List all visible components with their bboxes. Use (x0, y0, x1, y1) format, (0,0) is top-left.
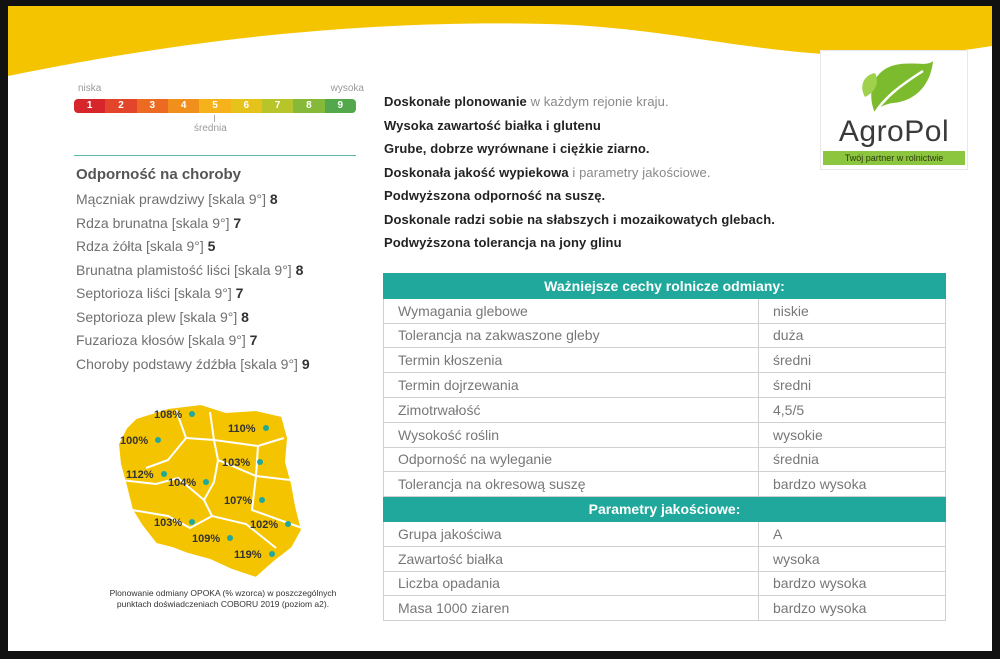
table-row (384, 596, 946, 621)
resistance-item (76, 285, 310, 309)
trait-value: 4,5/5 (759, 397, 946, 422)
feature-bold: Doskonałe plonowanie (384, 94, 527, 109)
scale-step: 7 (262, 99, 293, 113)
trait-value: średnia (759, 447, 946, 472)
resistance-value: 8 (295, 261, 304, 278)
resistance-value: 7 (233, 214, 242, 231)
rating-scale (74, 82, 364, 142)
trait-value: bardzo wysoka (759, 472, 946, 497)
table-row (384, 472, 946, 497)
map-region-yield: 108% (154, 409, 183, 421)
feature-bold: Wysoka zawartość białka i glutenu (384, 117, 601, 133)
map-trial-point (189, 411, 195, 417)
table-row (384, 521, 946, 546)
feature-item (384, 118, 775, 142)
map-trial-point (285, 521, 291, 527)
trait-name: Wymagania glebowe (384, 298, 759, 323)
table-row (384, 546, 946, 571)
table-section-title: Ważniejsze cechy rolnicze odmiany: (384, 274, 946, 299)
resistance-value: 8 (241, 308, 249, 325)
trait-name: Zimotrwałość (384, 397, 759, 422)
feature-item (384, 235, 775, 259)
resistance-label: Brunatna plamistość liści [skala 9°] (76, 261, 296, 278)
map-trial-point (257, 459, 263, 465)
table-row (384, 571, 946, 596)
trait-value: średni (759, 373, 946, 398)
feature-light: w każdym rejonie kraju. (526, 94, 669, 109)
resistance-item (76, 215, 310, 239)
scale-mid-tick (214, 115, 215, 122)
feature-bold: Podwyższona odporność na suszę. (384, 188, 606, 203)
feature-item (384, 94, 775, 118)
trait-value: wysokie (759, 422, 946, 447)
table-row (384, 447, 946, 472)
scale-step: 9 (325, 99, 356, 113)
feature-item (384, 141, 775, 165)
table-section-title: Parametry jakościowe: (384, 497, 946, 522)
resistance-value: 9 (301, 355, 310, 372)
map-trial-point (161, 471, 167, 477)
trait-name: Termin dojrzewania (384, 373, 759, 398)
trait-value: bardzo wysoka (759, 571, 946, 596)
map-region-yield: 119% (234, 549, 262, 561)
table-row (384, 422, 946, 447)
resistance-list (76, 191, 310, 379)
trait-name: Zawartość białka (384, 546, 759, 571)
map-caption-line-2: punktach doświadczeniach COBORU 2019 (poziom a2). (116, 599, 330, 609)
logo-tagline: Twój partner w rolnictwie (823, 151, 965, 165)
divider-line (74, 155, 356, 156)
resistance-label: Choroby podstawy źdźbła [skala 9°] (76, 355, 302, 372)
table-row (384, 323, 946, 348)
trait-name: Tolerancja na zakwaszone gleby (384, 323, 759, 348)
resistance-label: Septorioza plew [skala 9°] (76, 308, 242, 325)
agropol-logo (820, 50, 968, 170)
table-section-header (384, 497, 946, 522)
map-trial-point (189, 519, 195, 525)
feature-bold: Podwyższona tolerancja na jony glinu (384, 235, 622, 250)
features-list (384, 94, 775, 259)
table-row (384, 298, 946, 323)
scale-step: 8 (293, 99, 324, 113)
scale-step: 5 (199, 99, 230, 113)
resistance-label: Mączniak prawdziwy [skala 9°] (76, 191, 270, 207)
scale-step: 2 (105, 99, 136, 113)
map-trial-point (227, 535, 233, 541)
resistance-item (76, 356, 310, 380)
map-region-yield: 110% (228, 423, 256, 435)
leaf-icon (857, 57, 937, 117)
trait-name: Masa 1000 ziaren (384, 596, 759, 621)
resistance-label: Rdza żółta [skala 9°] (76, 238, 208, 254)
table-row (384, 397, 946, 422)
feature-item (384, 212, 775, 236)
resistance-item (76, 238, 310, 262)
resistance-value: 5 (207, 238, 216, 254)
resistance-item (76, 191, 310, 215)
table-row (384, 373, 946, 398)
scale-bar (74, 99, 356, 113)
trait-value: bardzo wysoka (759, 596, 946, 621)
map-caption-line-1: Plonowanie odmiany OPOKA (% wzorca) w poszczególnych (109, 588, 337, 598)
resistance-label: Septorioza liści [skala 9°] (76, 285, 236, 301)
resistance-item (76, 309, 310, 333)
trait-name: Tolerancja na okresową suszę (384, 472, 759, 497)
traits-table (383, 273, 946, 621)
trait-name: Grupa jakościwa (384, 521, 759, 546)
resistance-value: 8 (269, 191, 278, 207)
trait-value: niskie (759, 298, 946, 323)
resistance-label: Rdza brunatna [skala 9°] (76, 214, 234, 231)
poland-yield-map (106, 398, 306, 578)
scale-mid-label: średnia (194, 123, 227, 134)
map-trial-point (263, 425, 269, 431)
table-section-header (384, 274, 946, 299)
map-region-yield: 107% (224, 495, 253, 507)
feature-bold: Doskonała jakość wypiekowa (384, 164, 569, 180)
resistance-item (76, 262, 310, 286)
map-trial-point (203, 479, 209, 485)
trait-value: A (759, 521, 946, 546)
scale-step: 1 (74, 99, 105, 113)
scale-step: 4 (168, 99, 199, 113)
resistance-item (76, 332, 310, 356)
feature-bold: Doskonale radzi sobie na słabszych i mozaikowatych glebach. (384, 211, 775, 227)
scale-low-label: niska (78, 83, 102, 94)
map-region-yield: 103% (154, 517, 183, 529)
product-card (8, 6, 992, 651)
trait-value: duża (759, 323, 946, 348)
trait-name: Termin kłoszenia (384, 348, 759, 373)
resistance-label: Fuzarioza kłosów [skala 9°] (76, 332, 250, 348)
scale-step: 6 (231, 99, 262, 113)
map-region-yield: 102% (250, 519, 279, 531)
map-region-yield: 103% (222, 457, 251, 469)
scale-high-label: wysoka (330, 83, 364, 94)
trait-name: Odporność na wyleganie (384, 447, 759, 472)
map-trial-point (259, 497, 265, 503)
feature-item (384, 188, 775, 212)
feature-light: i parametry jakościowe. (568, 164, 711, 180)
resistance-value: 7 (235, 285, 244, 301)
resistance-title: Odporność na choroby (76, 166, 242, 183)
map-region-yield: 109% (192, 533, 221, 545)
trait-value: średni (759, 348, 946, 373)
trait-value: wysoka (759, 546, 946, 571)
feature-item (384, 165, 775, 189)
map-caption (78, 588, 368, 610)
trait-name: Liczba opadania (384, 571, 759, 596)
scale-step: 3 (137, 99, 168, 113)
map-region-yield: 100% (120, 435, 149, 447)
map-trial-point (269, 551, 275, 557)
table-row (384, 348, 946, 373)
feature-bold: Grube, dobrze wyrównane i ciężkie ziarno. (384, 141, 650, 156)
resistance-value: 7 (249, 332, 258, 348)
map-region-yield: 104% (168, 477, 197, 489)
map-region-yield: 112% (126, 469, 154, 481)
trait-name: Wysokość roślin (384, 422, 759, 447)
map-trial-point (155, 437, 161, 443)
logo-wordmark: AgroPol (838, 115, 950, 148)
